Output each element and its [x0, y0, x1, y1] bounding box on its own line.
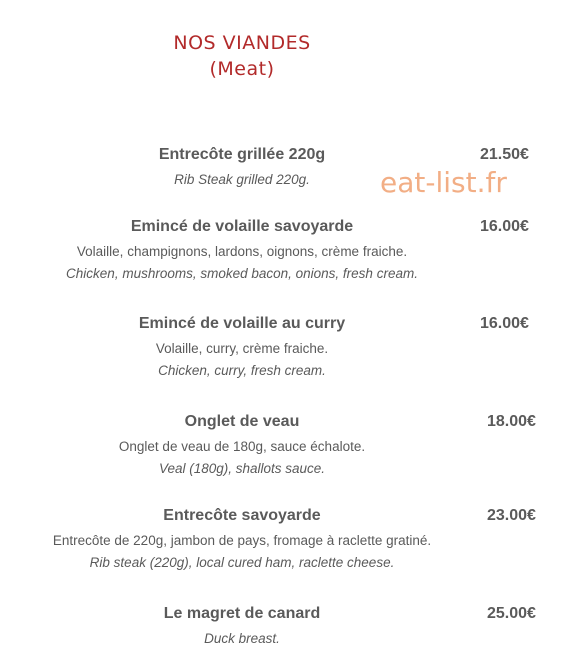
menu-item-description-en: Veal (180g), shallots sauce.: [158, 461, 326, 476]
menu-item-name: Onglet de veau: [184, 413, 300, 430]
section-subtitle: (Meat): [209, 58, 275, 80]
menu-item-price: 23.00€: [487, 507, 536, 524]
menu-item-description-fr: Volaille, curry, crème fraiche.: [155, 341, 329, 356]
menu-item-description-fr: Onglet de veau de 180g, sauce échalote.: [118, 439, 366, 454]
menu-item-price: 18.00€: [487, 413, 536, 430]
menu-item-name: Le magret de canard: [163, 605, 321, 622]
menu-item-name: Emincé de volaille au curry: [138, 315, 346, 332]
menu-item-name: Emincé de volaille savoyarde: [130, 218, 354, 235]
menu-item-name: Entrecôte grillée 220g: [158, 146, 326, 163]
menu-item-description-fr: Entrecôte de 220g, jambon de pays, fromage à raclette gratiné.: [52, 533, 432, 548]
menu-item-description-en: Duck breast.: [204, 631, 280, 646]
menu-item-name: Entrecôte savoyarde: [163, 507, 321, 524]
menu-item-description-en: Chicken, mushrooms, smoked bacon, onions, fresh cream.: [66, 266, 418, 281]
menu-section-header: [142, 30, 342, 82]
section-title: NOS VIANDES: [173, 32, 311, 54]
menu-item-description-en: Rib steak (220g), local cured ham, raclette cheese.: [89, 555, 395, 570]
menu-item-price: 25.00€: [487, 605, 536, 622]
menu-item-description-en: Rib Steak grilled 220g.: [174, 172, 310, 187]
menu-item-price: 16.00€: [480, 218, 529, 235]
menu-item-description-fr: Volaille, champignons, lardons, oignons, crème fraiche.: [76, 244, 408, 259]
watermark: eat-list.fr: [380, 166, 507, 199]
menu-item-description-en: Chicken, curry, fresh cream.: [158, 363, 326, 378]
menu-item-price: 21.50€: [480, 146, 529, 163]
menu-item-price: 16.00€: [480, 315, 529, 332]
